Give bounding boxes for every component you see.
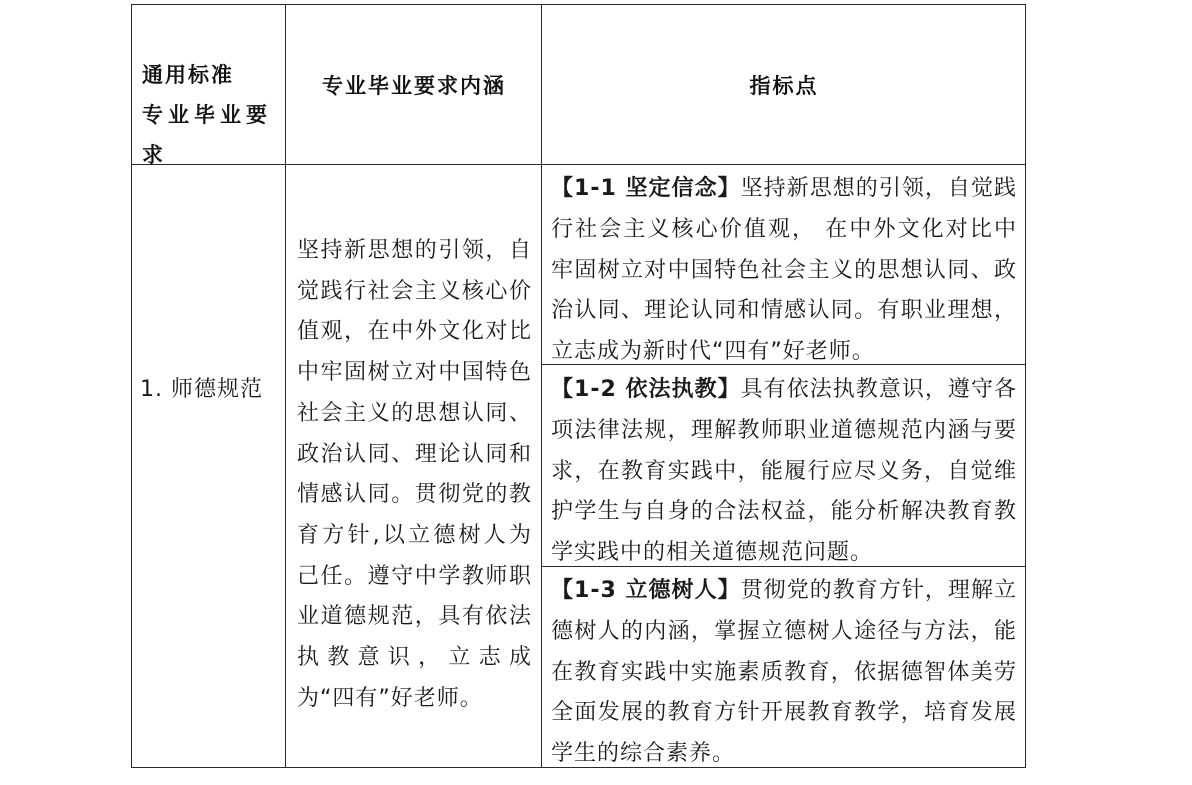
header-requirement-meaning-text: 专业毕业要求内涵 xyxy=(322,74,506,98)
requirement-meaning-text: 坚持新思想的引领，自觉践行社会主义核心价值观，在中外文化对比中牢固树立对中国特色社会主义的思想认同、政治认同、理论认同和情感认同。贯彻党的教育方针,以立德树人为己任。遵守中学教师职业道德规范，具有依法执教意识，立志成为“四有”好老师。 xyxy=(297,238,532,711)
indicator-body: 具有依法执教意识，遵守各项法律法规，理解教师职业道德规范内涵与要求，在教育实践中，能履行应尽义务，自觉维护学生与自身的合法权益，能分析解决教育教学实践中的相关道德规范问题。 xyxy=(551,377,1017,566)
indicator-1-1 xyxy=(551,169,1017,373)
header-general-standard-line2: 专业毕业要 xyxy=(142,103,272,127)
indicator-title: 【1-3 立德树人】 xyxy=(551,578,741,603)
standard-label: 1. 师德规范 xyxy=(140,377,263,402)
header-indicators xyxy=(542,5,1026,165)
header-general-standard-line1: 通用标准 xyxy=(142,63,234,87)
header-general-standard xyxy=(142,55,282,175)
indicator-body: 坚持新思想的引领，自觉践行社会主义核心价值观， 在中外文化对比中牢固树立对中国特色社会主义的思想认同、政治认同、理论认同和情感认同。有职业理想，立志成为新时代“四有”好老师。 xyxy=(551,176,1017,365)
header-requirement-meaning xyxy=(286,5,542,165)
graduation-requirements-table xyxy=(131,4,1026,768)
indicator-title: 【1-1 坚定信念】 xyxy=(551,176,741,201)
indicator-title: 【1-2 依法执教】 xyxy=(551,377,741,402)
indicator-body: 贯彻党的教育方针，理解立德树人的内涵，掌握立德树人途径与方法，能在教育实践中实施素质教育，依据德智体美劳全面发展的教育方针开展教育教学，培育发展学生的综合素养。 xyxy=(551,578,1017,767)
indicator-1-3 xyxy=(551,571,1017,775)
indicator-1-2 xyxy=(551,370,1017,574)
header-general-standard-line3: 求 xyxy=(142,143,165,167)
header-indicators-text: 指标点 xyxy=(749,74,819,98)
